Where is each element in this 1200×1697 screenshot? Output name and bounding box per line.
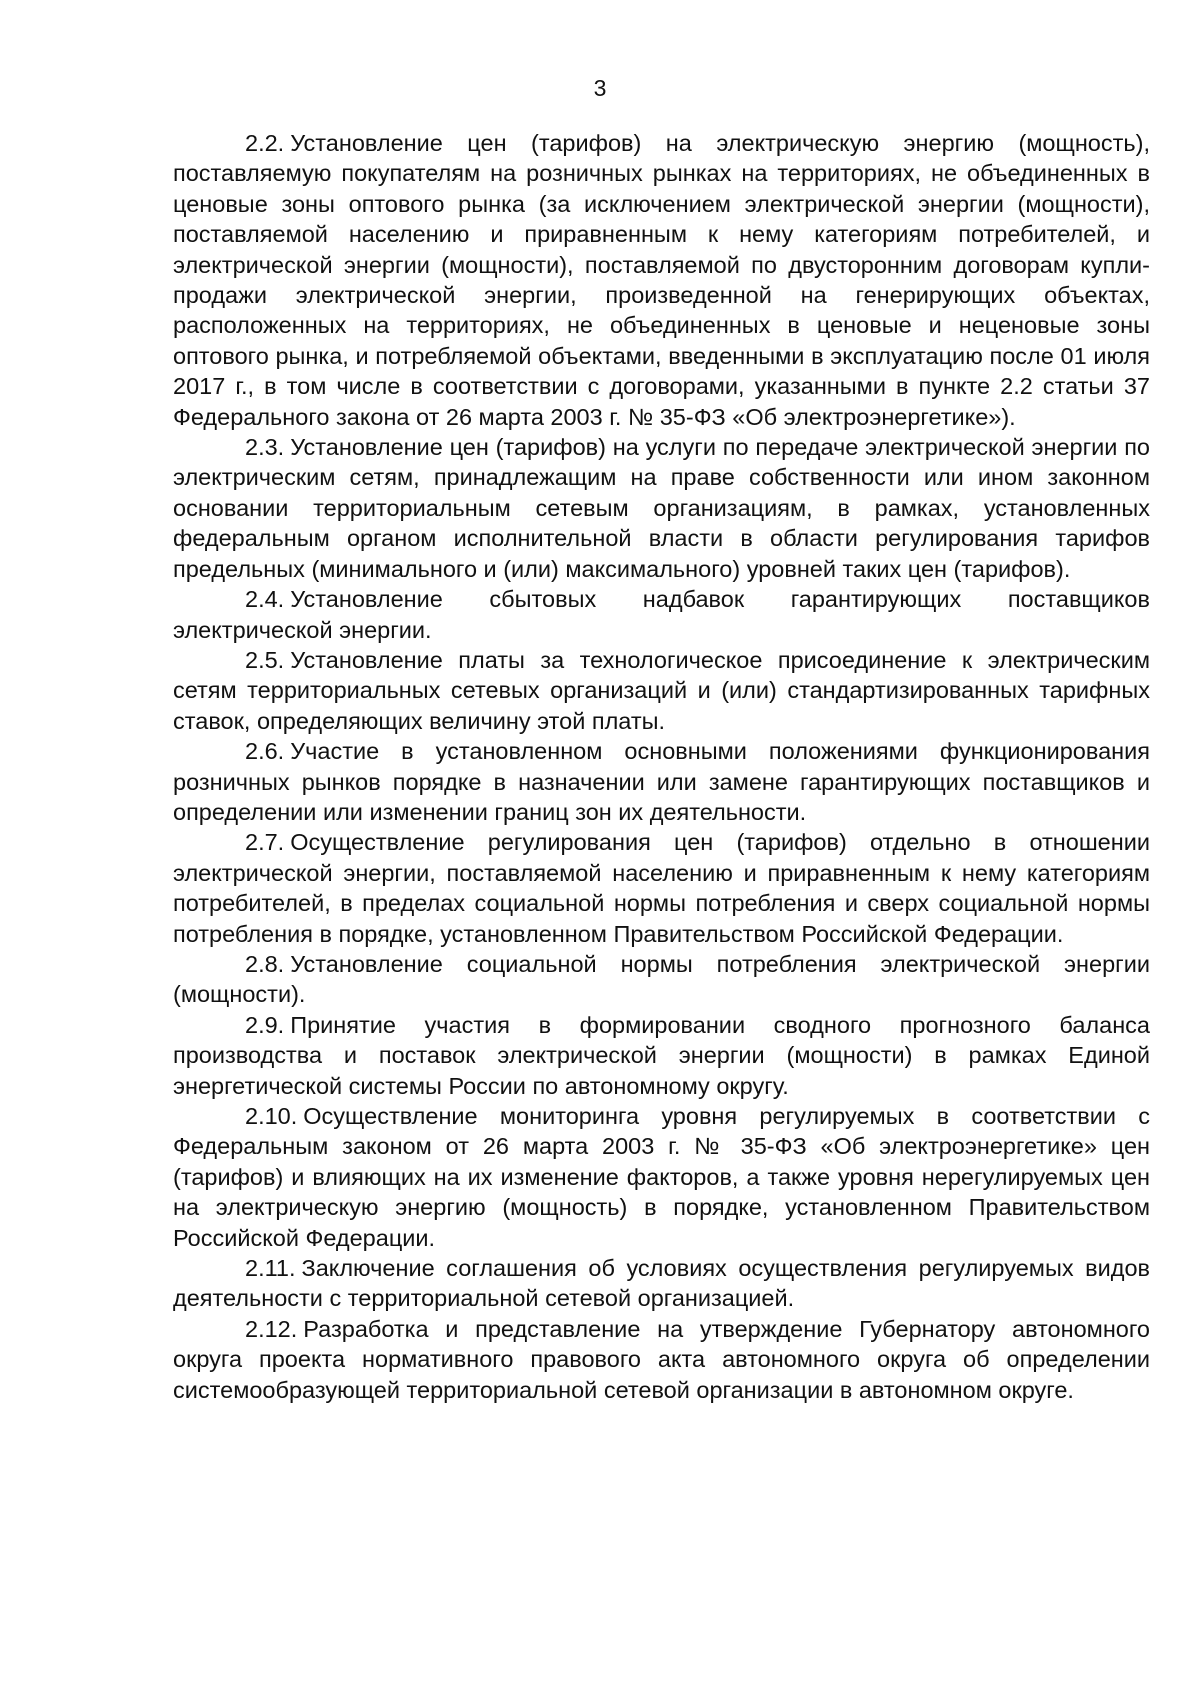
paragraph-2-2 — [173, 128, 1150, 432]
paragraph-2-9 — [173, 1010, 1150, 1101]
paragraph-number: 2.8. — [245, 950, 285, 977]
paragraph-2-7 — [173, 827, 1150, 949]
paragraph-number: 2.12. — [245, 1315, 298, 1342]
paragraph-number: 2.9. — [245, 1011, 285, 1038]
paragraph-number: 2.2. — [245, 130, 285, 156]
paragraph-text: Заключение соглашения об условиях осуществления регулируемых видов деятельности с территориальной сетевой организацией. — [173, 1255, 1150, 1312]
paragraph-2-5 — [173, 645, 1150, 736]
paragraph-2-11 — [173, 1253, 1150, 1314]
document-body — [173, 128, 1150, 1405]
paragraph-text: Осуществление мониторинга уровня регулируемых в соответствии с Федеральным законом от 26 марта 2003 г. № 35-ФЗ «Об электроэнергетике» цен (тарифов) и влияющих на их изменение факторов, а также уровня нерегулируемых цен на электрическую энергию (мощность) в порядке, установленном Правительством Российской Федерации. — [173, 1103, 1150, 1251]
paragraph-2-6 — [173, 736, 1150, 827]
paragraph-number: 2.3. — [245, 434, 285, 461]
paragraph-2-8 — [173, 949, 1150, 1010]
paragraph-number: 2.4. — [245, 586, 285, 613]
paragraph-2-3 — [173, 432, 1150, 584]
paragraph-text: Установление платы за технологическое присоединение к электрическим сетям территориальных сетевых организаций и (или) стандартизированных тарифных ставок, определяющих величину этой платы. — [173, 646, 1150, 734]
paragraph-text: Участие в установленном основными положениями функционирования розничных рынков порядке в назначении или замене гарантирующих поставщиков и определении или изменении границ зон их деятельности. — [173, 738, 1150, 825]
paragraph-2-10 — [173, 1101, 1150, 1253]
paragraph-text: Установление социальной нормы потребления электрической энергии (мощности). — [173, 950, 1150, 1008]
paragraph-text: Разработка и представление на утверждение Губернатору автономного округа проекта нормативного правового акта автономного округа об определении системообразующей территориальной сетевой организации в автономном округе. — [173, 1315, 1150, 1403]
paragraph-text: Осуществление регулирования цен (тарифов) отдельно в отношении электрической энергии, поставляемой населению и приравненным к нему категориям потребителей, в пределах социальной нормы потребления и сверх социальной нормы потребления в порядке, установленном Правительством Российской Федерации. — [173, 829, 1150, 947]
paragraph-number: 2.11. — [245, 1255, 296, 1282]
paragraph-text: Установление сбытовых надбавок гарантирующих поставщиков электрической энергии. — [173, 586, 1150, 643]
paragraph-number: 2.10. — [245, 1103, 298, 1129]
paragraph-2-4 — [173, 584, 1150, 645]
paragraph-2-12 — [173, 1314, 1150, 1405]
paragraph-number: 2.7. — [245, 829, 285, 856]
paragraph-text: Установление цен (тарифов) на услуги по передаче электрической энергии по электрическим сетям, принадлежащим на праве собственности или ином законном основании территориальным сетевым организациям, в рамках, установленных федеральным органом исполнительной власти в области регулирования тарифов предельных (минимального и (или) максимального) уровней таких цен (тарифов). — [173, 434, 1150, 582]
page-number: 3 — [593, 75, 607, 101]
paragraph-number: 2.6. — [245, 738, 285, 765]
paragraph-text: Установление цен (тарифов) на электрическую энергию (мощность), поставляемую покупателям на розничных рынках на территориях, не объединенных в ценовые зоны оптового рынка (за исключением электрической энергии (мощности), поставляемой населению и приравненным к нему категориям потребителей, и электрической энергии (мощности), поставляемой по двусторонним договорам купли-продажи электрической энергии, произведенной на генерирующих объектах, расположенных на территориях, не объединенных в ценовые и неценовые зоны оптового рынка, и потребляемой объектами, введенными в эксплуатацию после 01 июля 2017 г., в том числе в соответствии с договорами, указанными в пункте 2.2 статьи 37 Федерального закона от 26 марта 2003 г. № 35-ФЗ «Об электроэнергетике»). — [173, 130, 1150, 430]
paragraph-text: Принятие участия в формировании сводного прогнозного баланса производства и поставок электрической энергии (мощности) в рамках Единой энергетической системы России по автономному округу. — [173, 1011, 1150, 1099]
paragraph-number: 2.5. — [245, 646, 285, 673]
